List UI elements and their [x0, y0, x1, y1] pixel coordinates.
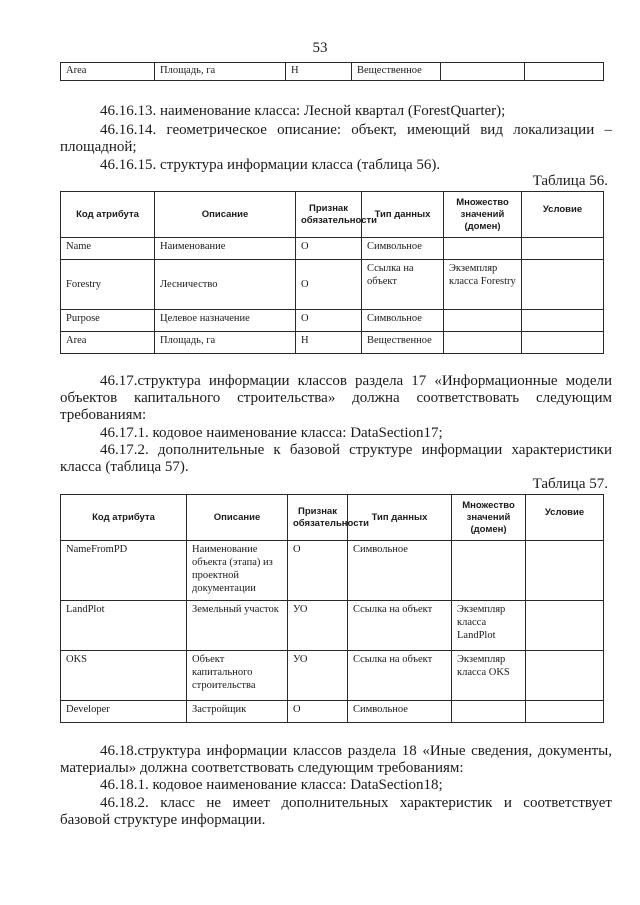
cell-mandatory: О — [288, 701, 348, 723]
cell-domain — [444, 310, 522, 332]
table-57-caption: Таблица 57. — [532, 476, 608, 492]
cell-mandatory: УО — [288, 651, 348, 701]
header-mandatory: Признак обязательности — [288, 495, 348, 541]
cell-attribute-code: OKS — [61, 651, 187, 701]
cell-description: Наименование объекта (этапа) из проектной документации — [187, 541, 288, 601]
cell-description: Наименование — [155, 238, 296, 260]
cell-data-type: Символьное — [362, 310, 444, 332]
cell-attribute-code: Forestry — [61, 260, 155, 310]
cell-mandatory: О — [288, 541, 348, 601]
cell-condition — [522, 332, 604, 354]
cell-description: Площадь, га — [155, 332, 296, 354]
cell-data-type: Ссылка на объект — [348, 651, 452, 701]
table-row — [61, 238, 604, 260]
paragraph-46-17-1: 46.17.1. кодовое наименование класса: DataSection17; — [100, 425, 443, 441]
table-header-row — [61, 192, 604, 238]
cell-domain: Экземпляр класса OKS — [452, 651, 526, 701]
header-mandatory: Признак обязательности — [296, 192, 362, 238]
cell-description: Земельный участок — [187, 601, 288, 651]
paragraph-46-16-13: 46.16.13. наименование класса: Лесной квартал (ForestQuarter); — [100, 103, 506, 119]
cell-condition — [522, 260, 604, 310]
table-row — [61, 310, 604, 332]
cell-data-type: Символьное — [348, 701, 452, 723]
cell-domain — [441, 63, 525, 81]
cell-domain — [452, 541, 526, 601]
cell-data-type: Символьное — [362, 238, 444, 260]
cell-attribute-code: Developer — [61, 701, 187, 723]
page-number: 53 — [312, 40, 328, 56]
cell-attribute-code: Area — [61, 332, 155, 354]
header-attribute-code: Код атрибута — [61, 192, 155, 238]
table-row — [61, 651, 604, 701]
cell-attribute-code: Name — [61, 238, 155, 260]
cell-condition — [522, 310, 604, 332]
cell-condition — [525, 63, 604, 81]
table-row — [61, 63, 604, 81]
cell-condition — [522, 238, 604, 260]
table-56 — [60, 191, 604, 354]
header-condition: Условие — [522, 192, 604, 238]
paragraph-46-17-2: 46.17.2. дополнительные к базовой структуре информации характеристики класса (таблица 57). — [60, 442, 612, 475]
paragraph-46-16-14: 46.16.14. геометрическое описание: объект, имеющий вид локализации – площадной; — [60, 122, 612, 155]
table-56-caption: Таблица 56. — [532, 173, 608, 189]
paragraph-46-17: 46.17.структура информации классов раздела 17 «Информационные модели объектов капитального строительства» должна соответствовать следующим требованиям: — [60, 373, 612, 423]
cell-mandatory: О — [296, 260, 362, 310]
cell-description: Лесничество — [155, 260, 296, 310]
table-row — [61, 260, 604, 310]
cell-domain: Экземпляр класса LandPlot — [452, 601, 526, 651]
cell-attribute-code: Area — [61, 63, 155, 81]
cell-data-type: Вещественное — [352, 63, 441, 81]
cell-condition — [526, 601, 604, 651]
cell-condition — [526, 701, 604, 723]
cell-description: Застройщик — [187, 701, 288, 723]
cell-attribute-code: NameFromPD — [61, 541, 187, 601]
cell-description: Объект капитального строительства — [187, 651, 288, 701]
header-condition: Условие — [526, 495, 604, 541]
table-row — [61, 541, 604, 601]
paragraph-46-18-2: 46.18.2. класс не имеет дополнительных характеристик и соответствует базовой структуре информации. — [60, 795, 612, 828]
table-header-row — [61, 495, 604, 541]
cell-attribute-code: LandPlot — [61, 601, 187, 651]
table-row — [61, 701, 604, 723]
cell-description: Площадь, га — [155, 63, 286, 81]
cell-data-type: Ссылка на объект — [362, 260, 444, 310]
table-57 — [60, 494, 604, 723]
paragraph-46-16-15: 46.16.15. структура информации класса (таблица 56). — [100, 157, 441, 173]
cell-data-type: Вещественное — [362, 332, 444, 354]
header-domain: Множество значений (домен) — [444, 192, 522, 238]
paragraph-46-18: 46.18.структура информации классов раздела 18 «Иные сведения, документы, материалы» должна соответствовать следующим требованиям: — [60, 743, 612, 776]
cell-mandatory: УО — [288, 601, 348, 651]
cell-data-type: Ссылка на объект — [348, 601, 452, 651]
table-row — [61, 601, 604, 651]
cell-domain — [452, 701, 526, 723]
header-data-type: Тип данных — [362, 192, 444, 238]
cell-mandatory: Н — [296, 332, 362, 354]
paragraph-46-18-1: 46.18.1. кодовое наименование класса: DataSection18; — [100, 777, 443, 793]
cell-data-type: Символьное — [348, 541, 452, 601]
header-data-type: Тип данных — [348, 495, 452, 541]
cell-attribute-code: Purpose — [61, 310, 155, 332]
table-55-continuation — [60, 62, 604, 81]
cell-domain — [444, 332, 522, 354]
header-domain: Множество значений (домен) — [452, 495, 526, 541]
cell-description: Целевое назначение — [155, 310, 296, 332]
cell-mandatory: О — [296, 238, 362, 260]
header-attribute-code: Код атрибута — [61, 495, 187, 541]
table-row — [61, 332, 604, 354]
cell-condition — [526, 541, 604, 601]
cell-condition — [526, 651, 604, 701]
cell-domain: Экземпляр класса Forestry — [444, 260, 522, 310]
cell-mandatory: Н — [286, 63, 352, 81]
cell-domain — [444, 238, 522, 260]
header-description: Описание — [155, 192, 296, 238]
header-description: Описание — [187, 495, 288, 541]
cell-mandatory: О — [296, 310, 362, 332]
